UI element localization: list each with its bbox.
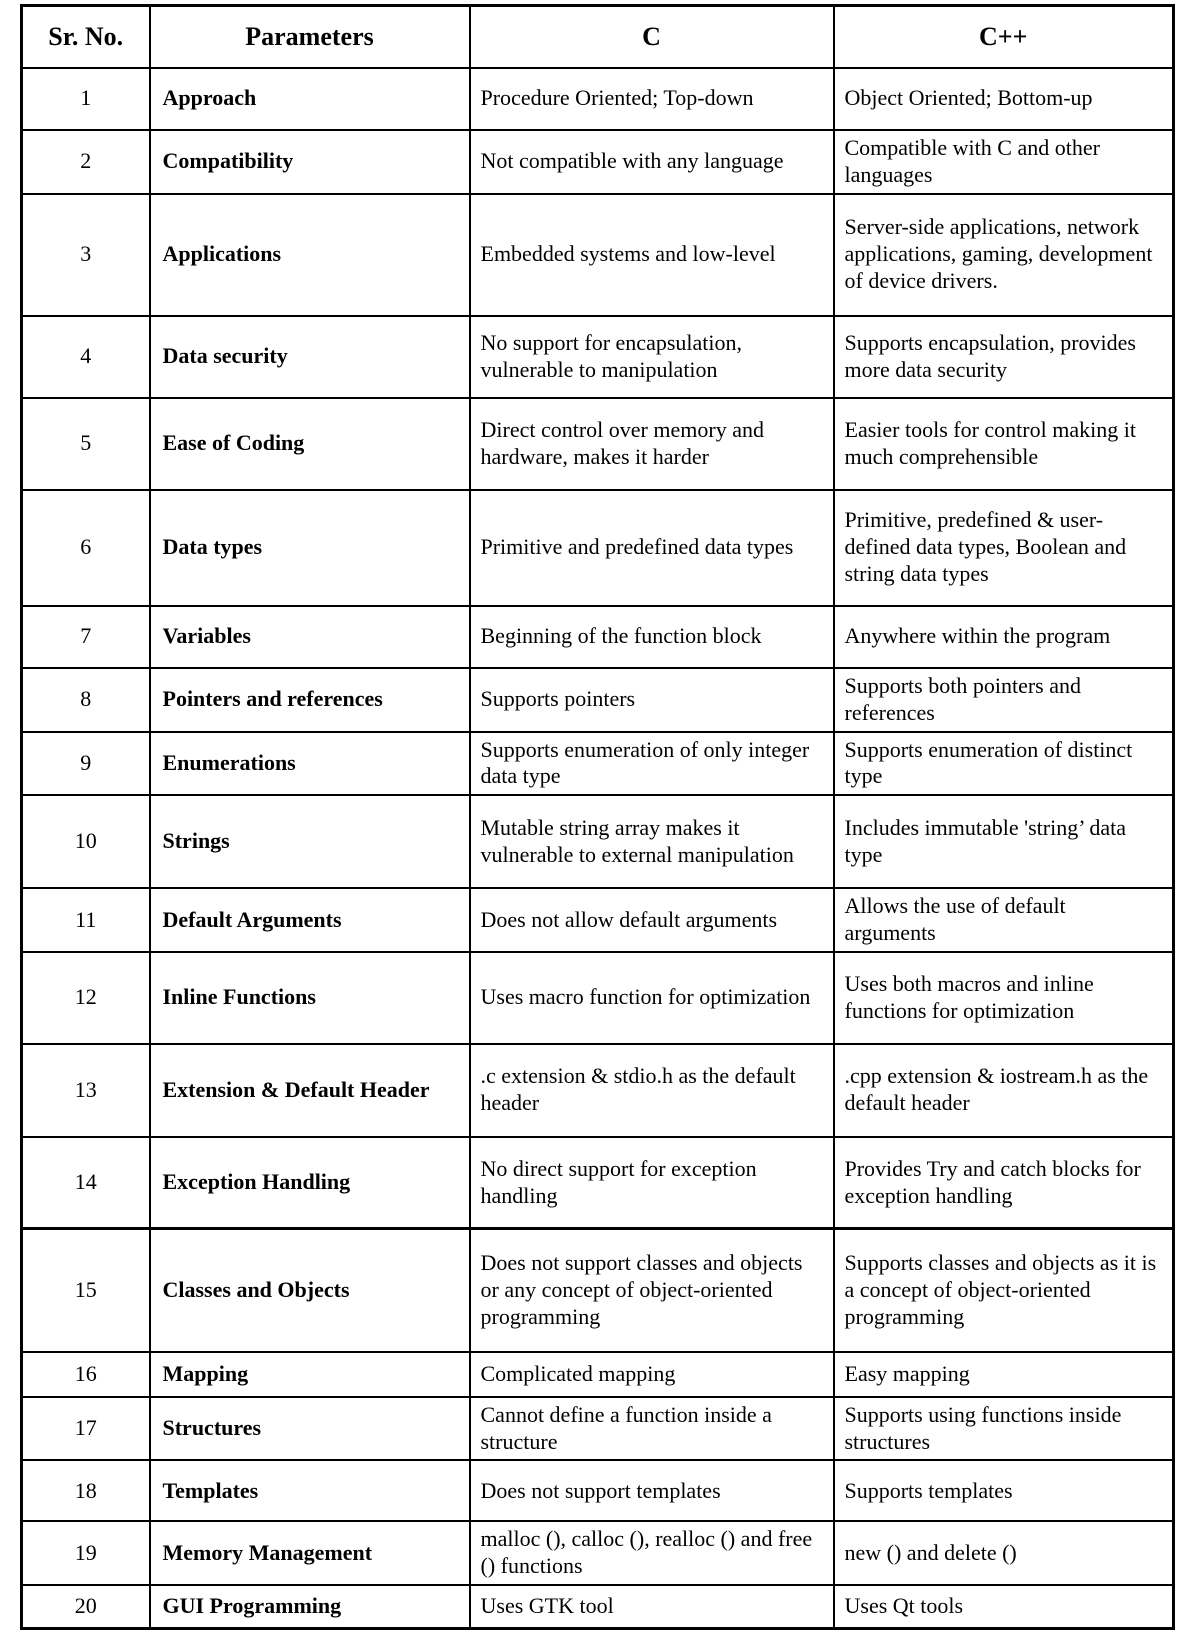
parameter-cell: Strings [150,795,470,888]
row-number-cell: 15 [22,1229,150,1352]
c-value-cell: Not compatible with any language [470,130,834,194]
c-value-cell: Supports enumeration of only integer data type [470,732,834,796]
c-value-cell: No direct support for exception handling [470,1137,834,1229]
row-number-cell: 10 [22,795,150,888]
parameter-cell: Classes and Objects [150,1229,470,1352]
table-row [22,795,1174,888]
table-row [22,398,1174,490]
parameter-cell: Enumerations [150,732,470,796]
c-value-cell: malloc (), calloc (), realloc () and free () functions [470,1521,834,1585]
table-row [22,1352,1174,1397]
parameter-cell: Memory Management [150,1521,470,1585]
cpp-value-cell: Provides Try and catch blocks for exception handling [834,1137,1174,1229]
c-value-cell: Procedure Oriented; Top-down [470,68,834,130]
table-row [22,194,1174,316]
column-header-parameters: Parameters [150,6,470,68]
table-row [22,888,1174,952]
parameter-cell: Data security [150,316,470,398]
table-row [22,606,1174,668]
parameter-cell: Mapping [150,1352,470,1397]
c-value-cell: Supports pointers [470,668,834,732]
cpp-value-cell: Uses both macros and inline functions for optimization [834,952,1174,1044]
row-number-cell: 1 [22,68,150,130]
c-value-cell: .c extension & stdio.h as the default header [470,1044,834,1137]
parameter-cell: Applications [150,194,470,316]
cpp-value-cell: Uses Qt tools [834,1585,1174,1628]
row-number-cell: 16 [22,1352,150,1397]
c-value-cell: Uses macro function for optimization [470,952,834,1044]
row-number-cell: 12 [22,952,150,1044]
c-value-cell: Does not support templates [470,1460,834,1521]
row-number-cell: 8 [22,668,150,732]
c-value-cell: Does not support classes and objects or any concept of object-oriented programming [470,1229,834,1352]
table-row [22,490,1174,606]
cpp-value-cell: Server-side applications, network applications, gaming, development of device drivers. [834,194,1174,316]
parameter-cell: Ease of Coding [150,398,470,490]
table-row [22,952,1174,1044]
cpp-value-cell: Includes immutable 'string’ data type [834,795,1174,888]
column-header-cpp: C++ [834,6,1174,68]
table-header [22,6,1174,68]
parameter-cell: Variables [150,606,470,668]
cpp-value-cell: Object Oriented; Bottom-up [834,68,1174,130]
row-number-cell: 19 [22,1521,150,1585]
c-value-cell: Uses GTK tool [470,1585,834,1628]
table-row [22,130,1174,194]
table-row [22,732,1174,796]
c-value-cell: Primitive and predefined data types [470,490,834,606]
row-number-cell: 14 [22,1137,150,1229]
table-row [22,1137,1174,1229]
row-number-cell: 20 [22,1585,150,1628]
column-header-c: C [470,6,834,68]
c-value-cell: Mutable string array makes it vulnerable to external manipulation [470,795,834,888]
c-vs-cpp-comparison-table [20,4,1175,1630]
cpp-value-cell: Easy mapping [834,1352,1174,1397]
cpp-value-cell: Supports both pointers and references [834,668,1174,732]
parameter-cell: Inline Functions [150,952,470,1044]
table-row [22,1229,1174,1352]
row-number-cell: 2 [22,130,150,194]
table-row [22,1460,1174,1521]
c-value-cell: Cannot define a function inside a structure [470,1397,834,1461]
parameter-cell: Data types [150,490,470,606]
table-row [22,1521,1174,1585]
c-value-cell: Embedded systems and low-level [470,194,834,316]
table-body [22,68,1174,1629]
column-header-sr-no: Sr. No. [22,6,150,68]
cpp-value-cell: Supports encapsulation, provides more data security [834,316,1174,398]
cpp-value-cell: Primitive, predefined & user-defined data types, Boolean and string data types [834,490,1174,606]
cpp-value-cell: Supports classes and objects as it is a concept of object-oriented programming [834,1229,1174,1352]
row-number-cell: 17 [22,1397,150,1461]
c-value-cell: Beginning of the function block [470,606,834,668]
parameter-cell: Default Arguments [150,888,470,952]
row-number-cell: 9 [22,732,150,796]
row-number-cell: 13 [22,1044,150,1137]
c-value-cell: Direct control over memory and hardware, makes it harder [470,398,834,490]
row-number-cell: 6 [22,490,150,606]
table-row [22,1044,1174,1137]
table-row [22,316,1174,398]
table-row [22,668,1174,732]
row-number-cell: 18 [22,1460,150,1521]
cpp-value-cell: .cpp extension & iostream.h as the default header [834,1044,1174,1137]
row-number-cell: 11 [22,888,150,952]
row-number-cell: 3 [22,194,150,316]
table-row [22,68,1174,130]
table-row [22,1397,1174,1461]
table-row [22,1585,1174,1628]
parameter-cell: Compatibility [150,130,470,194]
c-value-cell: No support for encapsulation, vulnerable to manipulation [470,316,834,398]
parameter-cell: Extension & Default Header [150,1044,470,1137]
parameter-cell: Pointers and references [150,668,470,732]
parameter-cell: Exception Handling [150,1137,470,1229]
parameter-cell: Structures [150,1397,470,1461]
parameter-cell: Templates [150,1460,470,1521]
cpp-value-cell: Supports templates [834,1460,1174,1521]
cpp-value-cell: new () and delete () [834,1521,1174,1585]
header-row [22,6,1174,68]
row-number-cell: 5 [22,398,150,490]
c-value-cell: Does not allow default arguments [470,888,834,952]
row-number-cell: 7 [22,606,150,668]
cpp-value-cell: Supports enumeration of distinct type [834,732,1174,796]
cpp-value-cell: Allows the use of default arguments [834,888,1174,952]
c-value-cell: Complicated mapping [470,1352,834,1397]
cpp-value-cell: Supports using functions inside structures [834,1397,1174,1461]
row-number-cell: 4 [22,316,150,398]
cpp-value-cell: Compatible with C and other languages [834,130,1174,194]
parameter-cell: Approach [150,68,470,130]
parameter-cell: GUI Programming [150,1585,470,1628]
cpp-value-cell: Easier tools for control making it much comprehensible [834,398,1174,490]
cpp-value-cell: Anywhere within the program [834,606,1174,668]
